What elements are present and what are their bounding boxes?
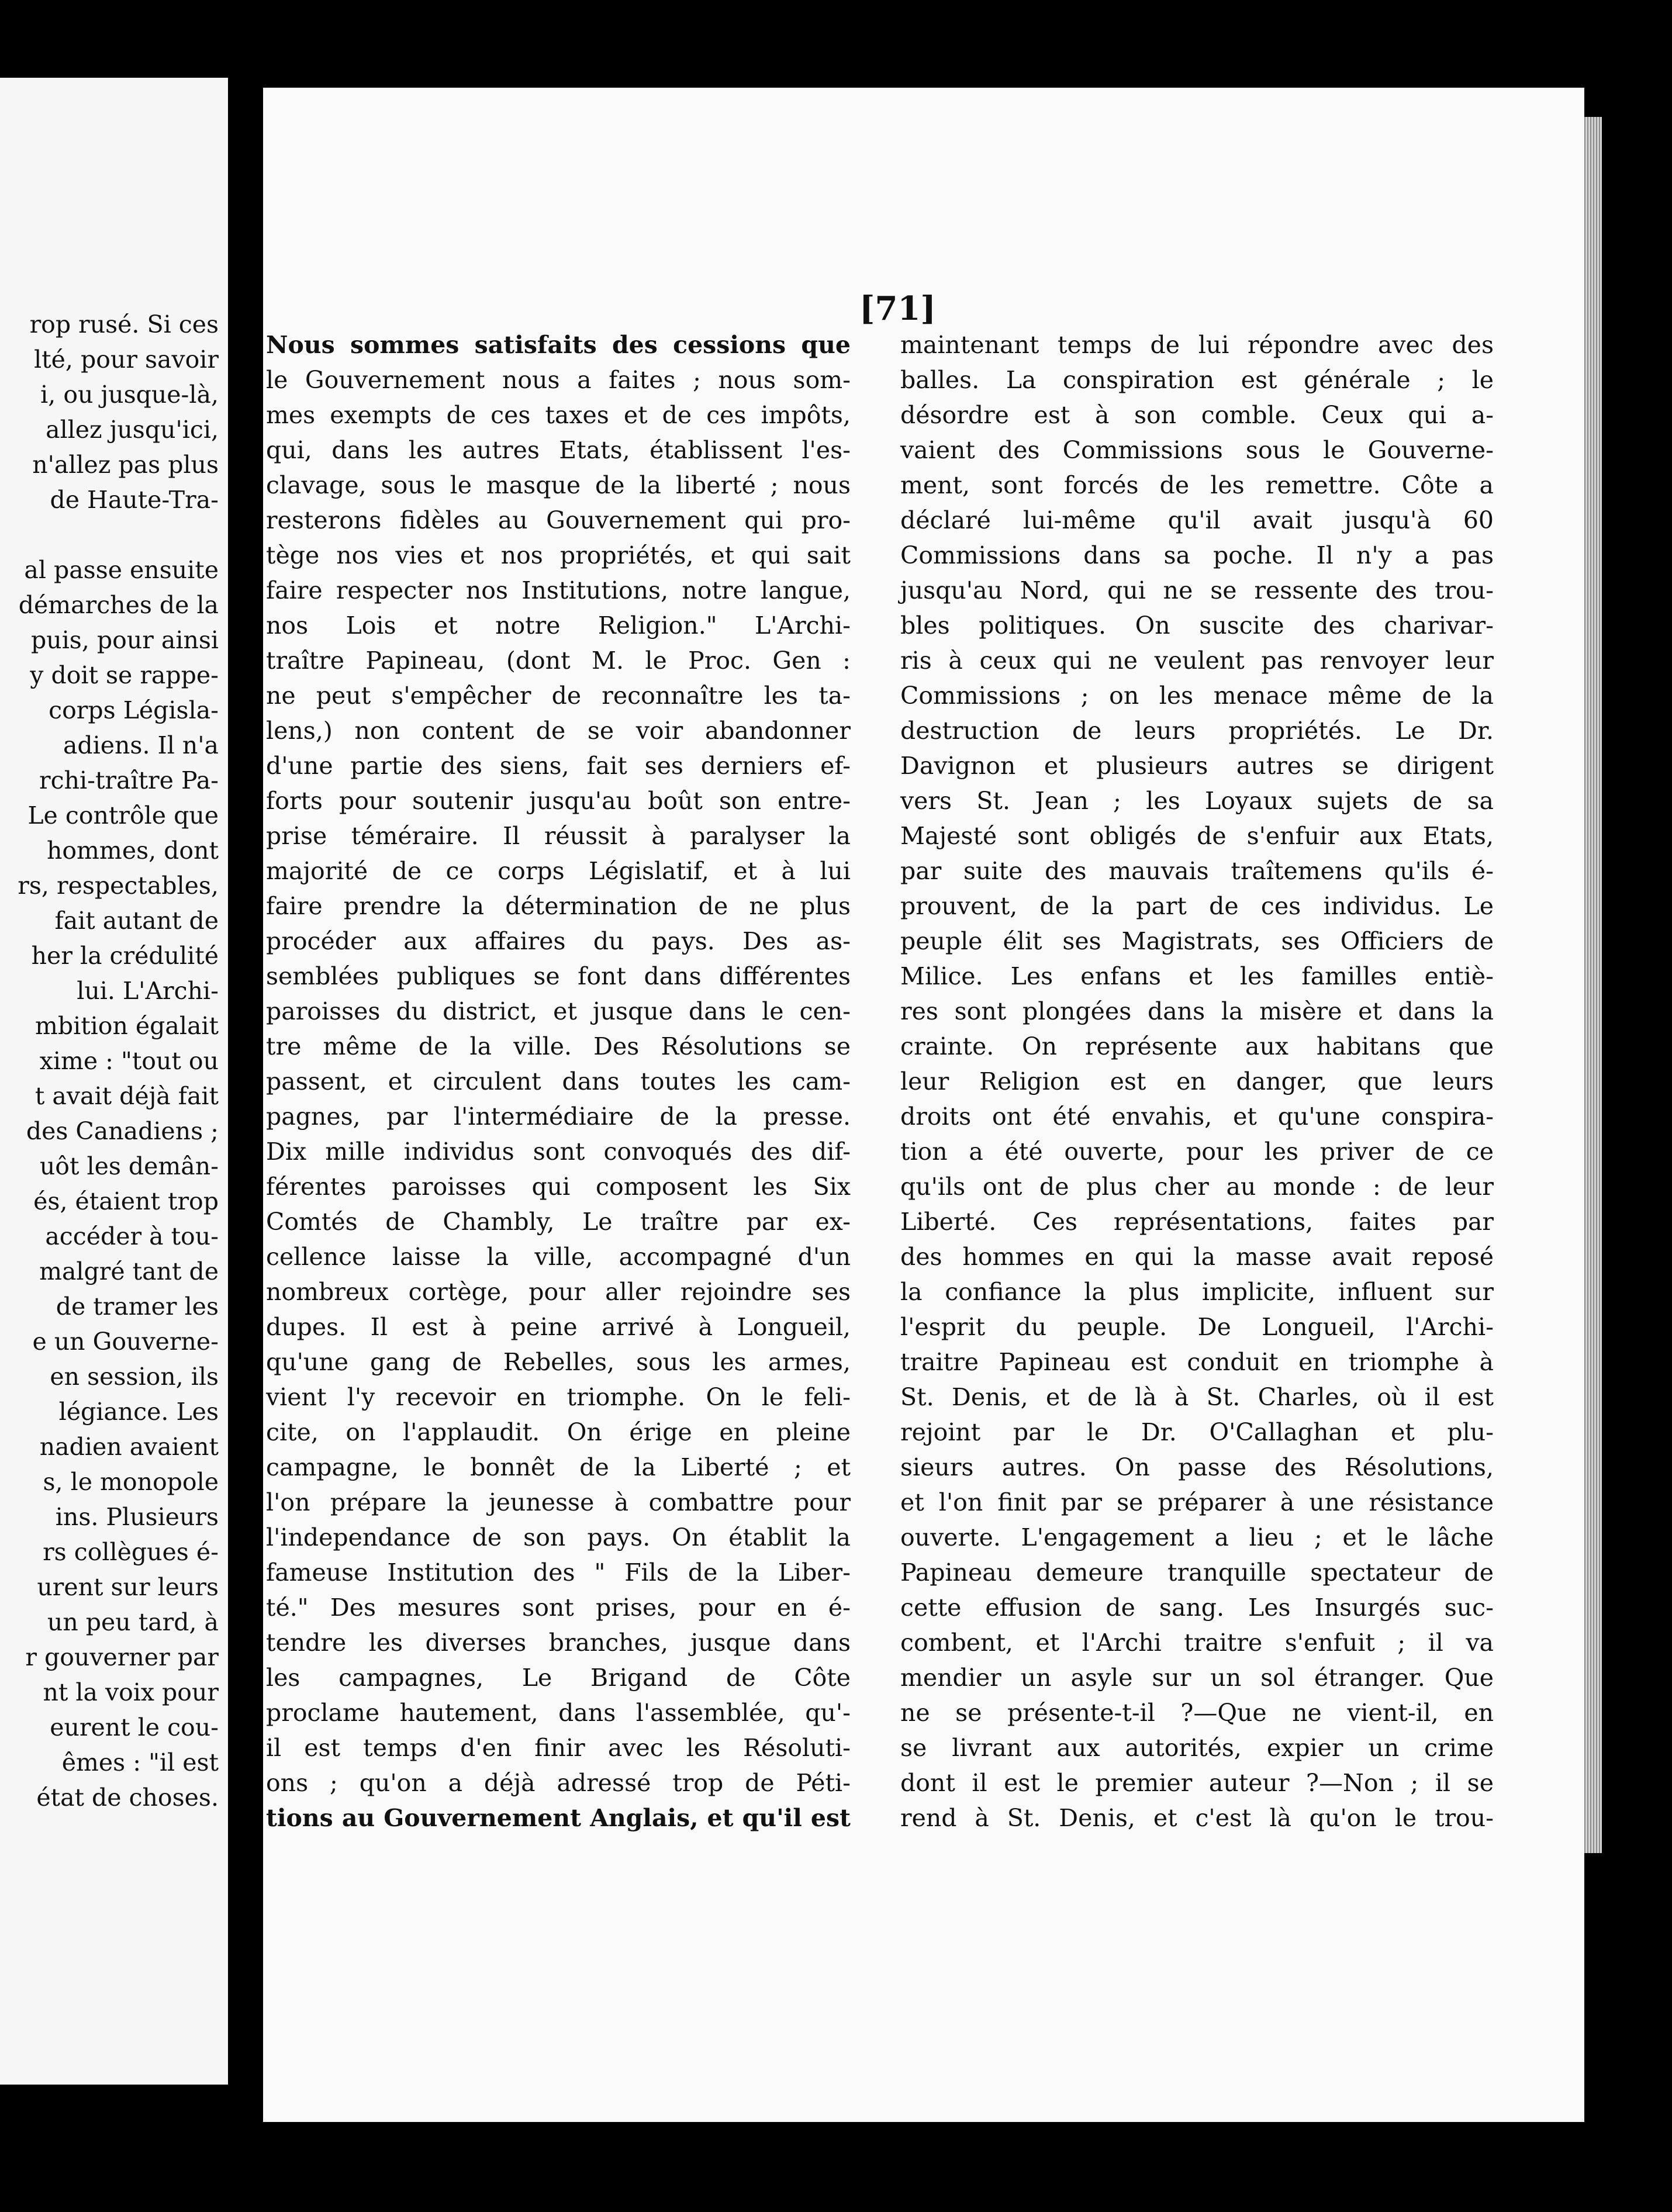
text-line: par suite des mauvais traîtemens qu'ils é- [900, 857, 1494, 885]
text-line: le Gouvernement nous a faites ; nous som- [266, 366, 851, 394]
text-line: Dix mille individus sont convoqués des dif- [266, 1138, 851, 1166]
text-line: et l'on finit par se préparer à une résistance [900, 1488, 1494, 1516]
text-line: l'independance de son pays. On établit la [266, 1523, 851, 1551]
text-line: tège nos vies et nos propriétés, et qui sait [266, 541, 851, 569]
text-line: resterons fidèles au Gouvernement qui pro- [266, 506, 851, 534]
text-line: passent, et circulent dans toutes les cam- [266, 1067, 851, 1095]
text-line: de tramer les [56, 1292, 219, 1321]
text-line: il est temps d'en finir avec les Résoluti- [266, 1734, 851, 1762]
text-line: Commissions dans sa poche. Il n'y a pas [900, 541, 1494, 569]
text-line: vers St. Jean ; les Loyaux sujets de sa [900, 787, 1494, 815]
text-line: nos Lois et notre Religion." L'Archi- [266, 611, 851, 640]
text-line: uôt les demân- [39, 1152, 219, 1180]
text-line: xime : "tout ou [39, 1047, 219, 1075]
text-line: urent sur leurs [37, 1573, 219, 1601]
text-line: res sont plongées dans la misère et dans la [900, 997, 1494, 1025]
text-line: cellence laisse la ville, accompagné d'un [266, 1243, 851, 1271]
left-page-fragment [0, 78, 228, 2085]
text-line: peuple élit ses Magistrats, ses Officiers de [900, 927, 1494, 955]
text-line: l'on prépare la jeunesse à combattre pour [266, 1488, 851, 1516]
text-line: malgré tant de [39, 1257, 219, 1285]
text-line: n'allez pas plus [32, 451, 219, 479]
text-line: état de choses. [36, 1784, 219, 1812]
page-number: [71] [859, 289, 936, 328]
text-line: leur Religion est en danger, que leurs [900, 1067, 1494, 1095]
text-line: rend à St. Denis, et c'est là qu'on le trou- [900, 1804, 1494, 1832]
text-line: un peu tard, à [47, 1608, 219, 1636]
text-line: ne se présente-t-il ?—Que ne vient-il, en [900, 1699, 1494, 1727]
text-line: eurent le cou- [50, 1713, 219, 1741]
text-line: i, ou jusque-là, [40, 381, 219, 409]
text-line: accéder à tou- [45, 1222, 219, 1250]
text-line: rs collègues é- [43, 1538, 219, 1566]
text-line: désordre est à son comble. Ceux qui a- [900, 401, 1494, 429]
text-line: tendre les diverses branches, jusque dans [266, 1629, 851, 1657]
text-line: rchi-traître Pa- [39, 766, 219, 794]
text-line: rejoint par le Dr. O'Callaghan et plu- [900, 1418, 1494, 1446]
text-line: bles politiques. On suscite des charivar- [900, 611, 1494, 640]
text-line: cette effusion de sang. Les Insurgés suc- [900, 1594, 1494, 1622]
text-line: la confiance la plus implicite, influent sur [900, 1278, 1494, 1306]
text-line: balles. La conspiration est générale ; le [900, 366, 1494, 394]
text-line: t avait déjà fait [34, 1082, 219, 1110]
text-line: Liberté. Ces représentations, faites par [900, 1208, 1494, 1236]
text-line: des Canadiens ; [26, 1117, 219, 1145]
text-line: Commissions ; on les menace même de la [900, 682, 1494, 710]
text-line: s, le monopole [43, 1468, 219, 1496]
text-line: procéder aux affaires du pays. Des as- [266, 927, 851, 955]
text-line: mendier un asyle sur un sol étranger. Que [900, 1664, 1494, 1692]
text-line: Milice. Les enfans et les familles entiè- [900, 962, 1494, 990]
text-line: en session, ils [50, 1363, 219, 1391]
text-line: fait autant de [54, 907, 219, 935]
book-gutter [228, 78, 263, 2085]
text-line: qu'ils ont de plus cher au monde : de leur [900, 1173, 1494, 1201]
text-line: puis, pour ainsi [31, 626, 219, 654]
text-line: hommes, dont [46, 837, 219, 865]
text-line: rop rusé. Si ces [29, 310, 219, 338]
text-line: dont il est le premier auteur ?—Non ; il se [900, 1769, 1494, 1797]
text-line: fameuse Institution des " Fils de la Liber- [266, 1558, 851, 1587]
text-line: se livrant aux autorités, expier un crime [900, 1734, 1494, 1762]
text-line: déclaré lui-même qu'il avait jusqu'à 60 [900, 506, 1494, 534]
text-line: nombreux cortège, pour aller rejoindre ses [266, 1278, 851, 1306]
text-line: mbition égalait [34, 1012, 219, 1040]
text-line: crainte. On représente aux habitans que [900, 1032, 1494, 1060]
text-line: r gouverner par [25, 1643, 219, 1671]
text-line: prouvent, de la part de ces individus. Le [900, 892, 1494, 920]
text-line: vaient des Commissions sous le Gouverne- [900, 436, 1494, 464]
text-line: al passe ensuite [24, 556, 219, 584]
right-page [263, 88, 1584, 2122]
text-line: mes exempts de ces taxes et de ces impôts, [266, 401, 851, 429]
text-line: légiance. Les [58, 1398, 219, 1426]
text-line: maintenant temps de lui répondre avec des [900, 331, 1494, 359]
text-line: y doit se rappe- [30, 661, 219, 689]
text-line: paroisses du district, et jusque dans le cen- [266, 997, 851, 1025]
text-line: campagne, le bonnêt de la Liberté ; et [266, 1453, 851, 1481]
text-line: nt la voix pour [43, 1678, 219, 1706]
text-line: her la crédulité [31, 942, 219, 970]
page-edge [1584, 117, 1602, 1853]
text-line: adiens. Il n'a [63, 731, 219, 759]
text-line: Comtés de Chambly, Le traître par ex- [266, 1208, 851, 1236]
text-line: cite, on l'applaudit. On érige en pleine [266, 1418, 851, 1446]
text-line: combent, et l'Archi traitre s'enfuit ; il va [900, 1629, 1494, 1657]
text-line: prise téméraire. Il réussit à paralyser la [266, 822, 851, 850]
text-line: qui, dans les autres Etats, établissent l'es- [266, 436, 851, 464]
text-line: férentes paroisses qui composent les Six [266, 1173, 851, 1201]
text-line: jusqu'au Nord, qui ne se ressente des trou- [900, 576, 1494, 604]
text-line: dupes. Il est à peine arrivé à Longueil, [266, 1313, 851, 1341]
text-line: té." Des mesures sont prises, pour en é- [266, 1594, 851, 1622]
text-line: Le contrôle que [27, 801, 219, 829]
text-line: Papineau demeure tranquille spectateur de [900, 1558, 1494, 1587]
text-line: les campagnes, Le Brigand de Côte [266, 1664, 851, 1692]
text-line: faire respecter nos Institutions, notre langue, [266, 576, 851, 604]
text-line: des hommes en qui la masse avait reposé [900, 1243, 1494, 1271]
text-line: ment, sont forcés de les remettre. Côte a [900, 471, 1494, 499]
text-line: proclame hautement, dans l'assemblée, qu'- [266, 1699, 851, 1727]
text-line: droits ont été envahis, et qu'une conspira- [900, 1102, 1494, 1131]
text-line: corps Législa- [49, 696, 219, 724]
text-line: pagnes, par l'intermédiaire de la presse. [266, 1102, 851, 1131]
text-line: lui. L'Archi- [77, 977, 219, 1005]
text-line: d'une partie des siens, fait ses derniers ef- [266, 752, 851, 780]
text-line: tion a été ouverte, pour les priver de ce [900, 1138, 1494, 1166]
text-line: tre même de la ville. Des Résolutions se [266, 1032, 851, 1060]
text-line: ouverte. L'engagement a lieu ; et le lâche [900, 1523, 1494, 1551]
text-line: ne peut s'empêcher de reconnaître les ta- [266, 682, 851, 710]
text-line: e un Gouverne- [32, 1328, 219, 1356]
text-line: traître Papineau, (dont M. le Proc. Gen : [266, 647, 851, 675]
text-line: Majesté sont obligés de s'enfuir aux Etats, [900, 822, 1494, 850]
text-line: Davignon et plusieurs autres se dirigent [900, 752, 1494, 780]
text-line: semblées publiques se font dans différentes [266, 962, 851, 990]
text-line: rs, respectables, [18, 872, 219, 900]
text-line: lté, pour savoir [34, 345, 219, 374]
text-line: sieurs autres. On passe des Résolutions, [900, 1453, 1494, 1481]
text-line: clavage, sous le masque de la liberté ; nous [266, 471, 851, 499]
text-line: ris à ceux qui ne veulent pas renvoyer leur [900, 647, 1494, 675]
text-line: majorité de ce corps Législatif, et à lui [266, 857, 851, 885]
text-line: lens,) non content de se voir abandonner [266, 717, 851, 745]
text-line: de Haute-Tra- [50, 486, 219, 514]
text-line: qu'une gang de Rebelles, sous les armes, [266, 1348, 851, 1376]
text-line: forts pour soutenir jusqu'au boût son entre- [266, 787, 851, 815]
text-line: faire prendre la détermination de ne plus [266, 892, 851, 920]
text-line: ons ; qu'on a déjà adressé trop de Péti- [266, 1769, 851, 1797]
text-line: destruction de leurs propriétés. Le Dr. [900, 717, 1494, 745]
text-line: tions au Gouvernement Anglais, et qu'il est [266, 1804, 851, 1832]
text-column-right [900, 327, 1494, 1836]
text-line: l'esprit du peuple. De Longueil, l'Archi- [900, 1313, 1494, 1341]
text-line: vient l'y recevoir en triomphe. On le feli- [266, 1383, 851, 1411]
text-line: Nous sommes satisfaits des cessions que [266, 331, 851, 359]
text-line: nadien avaient [39, 1433, 219, 1461]
text-line: allez jusqu'ici, [46, 416, 219, 444]
text-line: St. Denis, et de là à St. Charles, où il est [900, 1383, 1494, 1411]
text-line: traitre Papineau est conduit en triomphe à [900, 1348, 1494, 1376]
text-line: êmes : "il est [61, 1748, 219, 1776]
text-column-left [266, 327, 851, 1836]
text-line: ins. Plusieurs [55, 1503, 219, 1531]
text-line: démarches de la [18, 591, 219, 619]
text-line: és, étaient trop [33, 1187, 219, 1215]
